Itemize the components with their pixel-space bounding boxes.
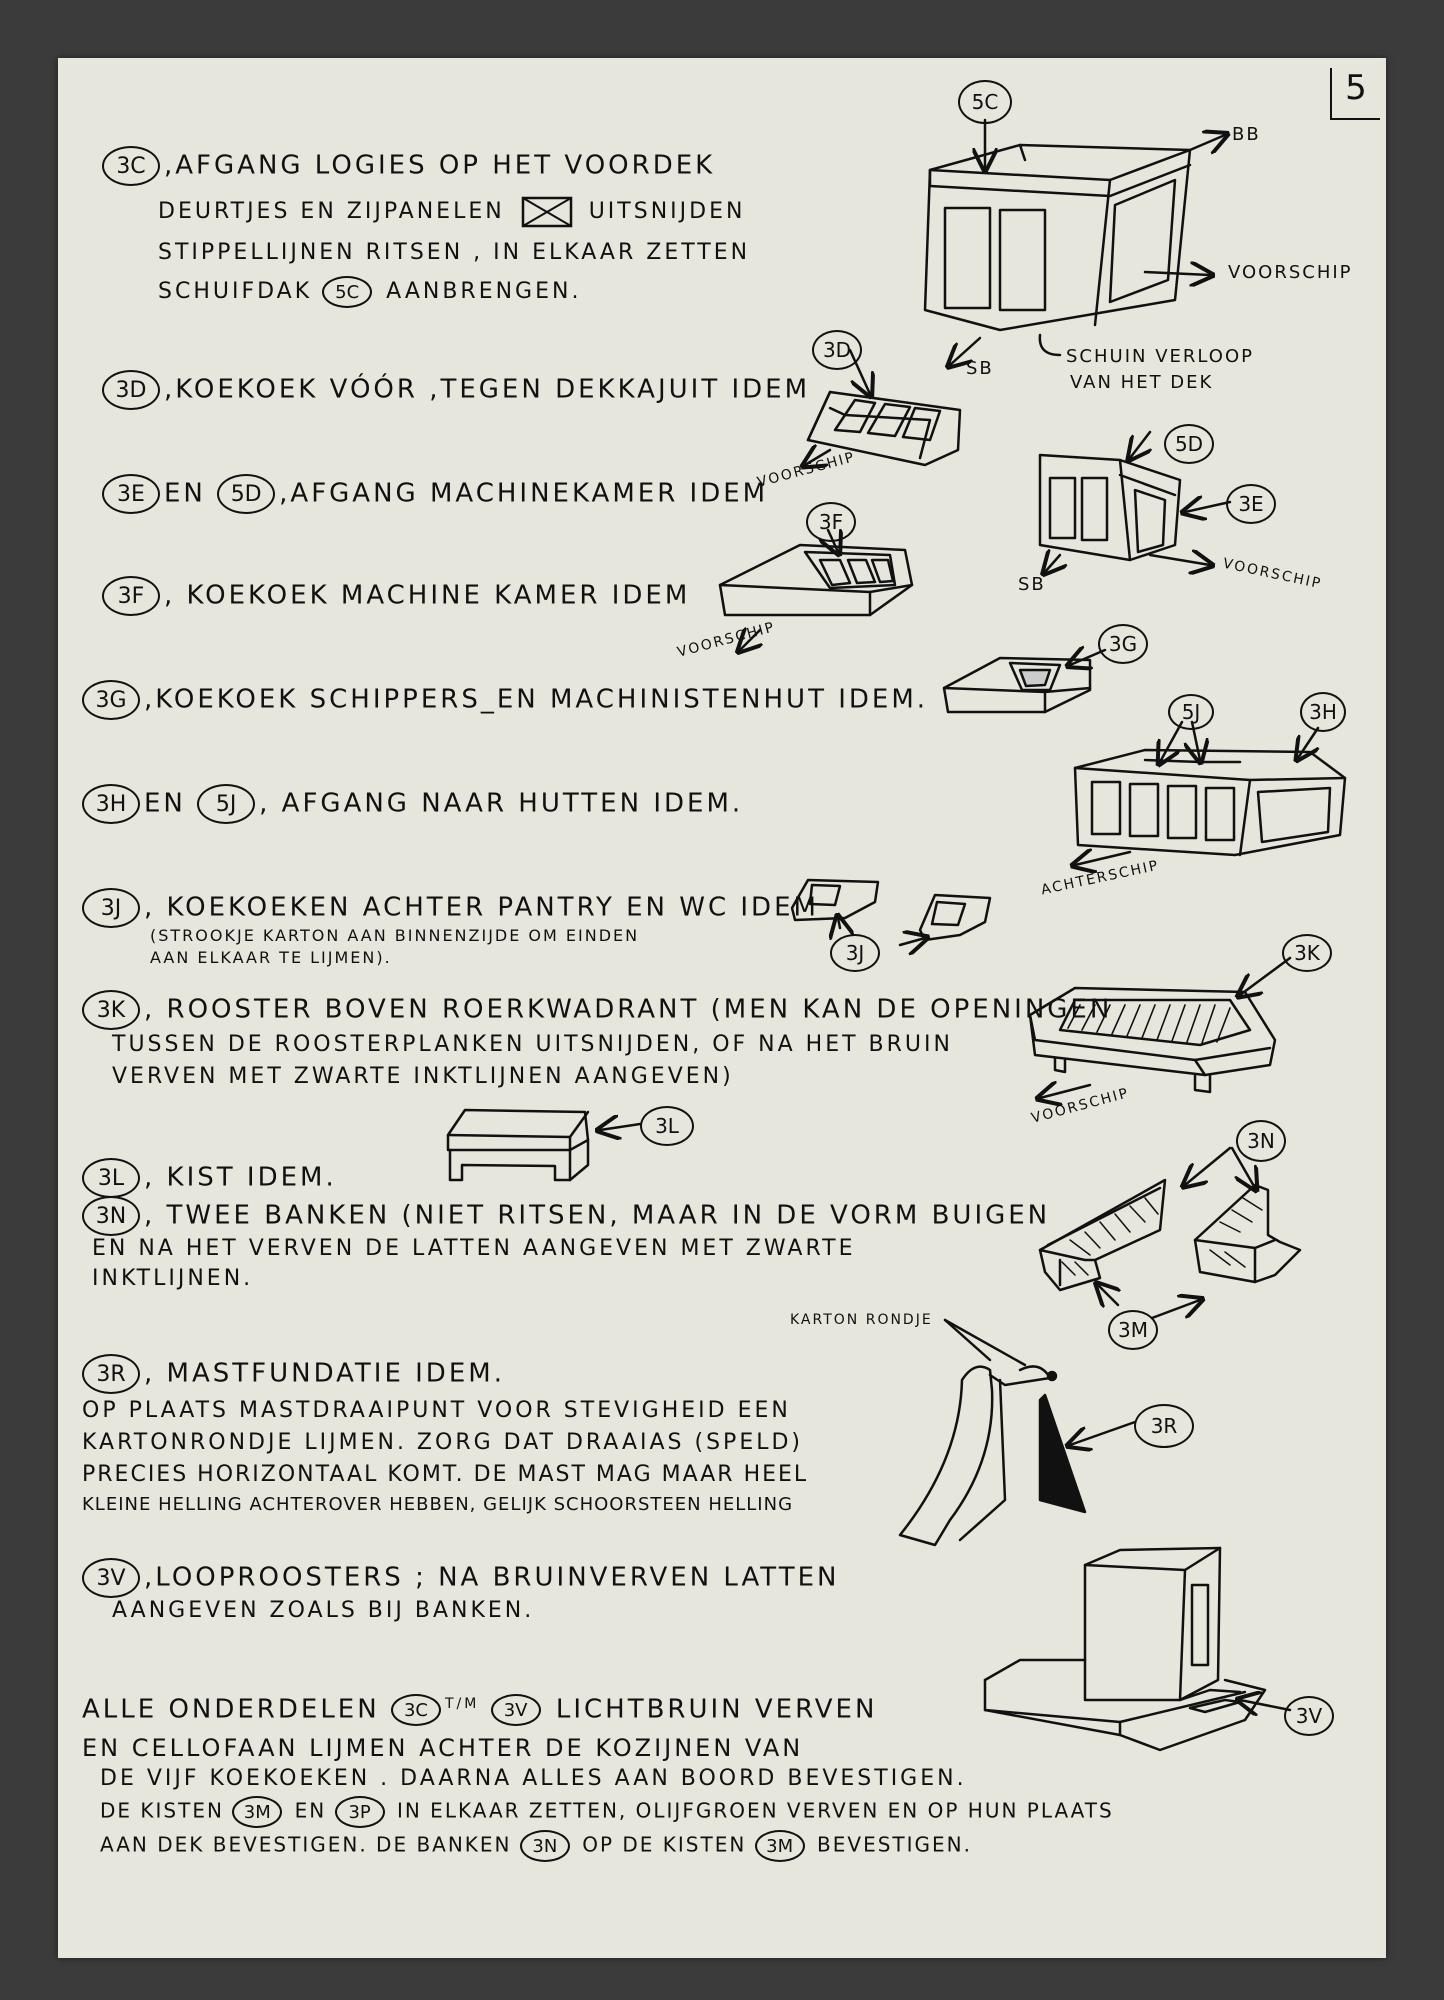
label-voorschip-4: VOORSCHIP [675, 619, 778, 661]
code-3m-final: 3M [232, 1796, 282, 1828]
sketch-5c-house [925, 120, 1225, 365]
sketch-3n-banken [1040, 1148, 1300, 1318]
instruction-3d: 3D ,KOEKOEK VÓÓR ,TEGEN DEKKAJUIT IDEM [102, 370, 810, 410]
code-5j: 5J [197, 784, 255, 824]
instruction-3n-line1: 3N , TWEE BANKEN (NIET RITSEN, MAAR IN DE VORM BUIGEN [82, 1196, 1050, 1236]
label-3f: 3F [806, 502, 856, 542]
code-3n: 3N [82, 1196, 140, 1236]
sketch-3j-skylights [792, 880, 990, 945]
final-line3: DE VIJF KOEKOEKEN . DAARNA ALLES AAN BOORD BEVESTIGEN. [100, 1766, 967, 1791]
instruction-3k-line3: VERVEN MET ZWARTE INKTLIJNEN AANGEVEN) [112, 1064, 734, 1089]
label-3d: 3D [812, 330, 862, 370]
final-line2: EN CELLOFAAN LIJMEN ACHTER DE KOZIJNEN VAN [82, 1734, 804, 1762]
sketch-3l-kist [448, 1110, 640, 1180]
label-voorschip-1: VOORSCHIP [1228, 262, 1353, 283]
label-3l: 3L [640, 1106, 694, 1146]
instruction-3j-note2: AAN ELKAAR TE LIJMEN). [150, 948, 392, 967]
label-3k: 3K [1282, 934, 1332, 972]
code-3f: 3F [102, 576, 160, 616]
code-3p-final: 3P [335, 1796, 385, 1828]
label-bb: BB [1232, 124, 1261, 145]
instruction-3c-line1: 3C ,AFGANG LOGIES OP HET VOORDEK [102, 146, 715, 186]
code-5d: 5D [217, 474, 275, 514]
instruction-3g: 3G ,KOEKOEK SCHIPPERS_EN MACHINISTENHUT IDEM. [82, 680, 928, 720]
instruction-3c-line2: DEURTJES EN ZIJPANELEN UITSNIJDEN [158, 196, 745, 228]
label-3m: 3M [1108, 1310, 1158, 1350]
label-schuin-1: SCHUIN VERLOOP [1066, 346, 1254, 367]
instruction-3n-line3: INKTLIJNEN. [92, 1266, 254, 1291]
label-5j: 5J [1168, 694, 1214, 730]
label-3r: 3R [1134, 1404, 1194, 1448]
code-3k: 3K [82, 990, 140, 1030]
label-voorschip-2: VOORSCHIP [755, 449, 858, 491]
code-3l: 3L [82, 1158, 140, 1198]
instruction-3f: 3F , KOEKOEK MACHINE KAMER IDEM [102, 576, 690, 616]
label-5d: 5D [1164, 424, 1214, 464]
instruction-3r-line1: 3R , MASTFUNDATIE IDEM. [82, 1354, 505, 1394]
code-3n-final: 3N [520, 1830, 570, 1862]
label-kartonrondje: KARTON RONDJE [790, 1312, 933, 1328]
label-sb-2: SB [1018, 574, 1046, 595]
label-achterschip: ACHTERSCHIP [1039, 857, 1161, 899]
label-3j: 3J [830, 934, 880, 972]
instruction-3k-line1: 3K , ROOSTER BOVEN ROERKWADRANT (MEN KAN DE OPENINGEN [82, 990, 1112, 1030]
code-3j: 3J [82, 888, 140, 928]
label-voorschip-5: VOORSCHIP [1029, 1085, 1132, 1127]
instruction-3l: 3L , KIST IDEM. [82, 1158, 337, 1198]
sketch-3k-rooster [1030, 958, 1290, 1098]
code-3c: 3C [102, 146, 160, 186]
code-3v-final: 3V [491, 1694, 541, 1726]
code-3e: 3E [102, 474, 160, 514]
instruction-3r-line2: OP PLAATS MASTDRAAIPUNT VOOR STEVIGHEID EEN [82, 1398, 791, 1423]
final-line1: ALLE ONDERDELEN 3C $^{T/M}$ 3V LICHTBRUIN VERVEN [82, 1694, 878, 1725]
sketch-3r-mastfundatie [900, 1320, 1135, 1545]
label-3v: 3V [1284, 1696, 1334, 1736]
instruction-3r-line5: KLEINE HELLING ACHTEROVER HEBBEN, GELIJK SCHOORSTEEN HELLING [82, 1494, 794, 1515]
sketch-3v-looproosters [985, 1548, 1290, 1750]
label-3e: 3E [1226, 484, 1276, 524]
instruction-3n-line2: EN NA HET VERVEN DE LATTEN AANGEVEN MET ZWARTE [92, 1236, 856, 1261]
code-3c-final: 3C [391, 1694, 441, 1726]
instruction-3r-line3: KARTONRONDJE LIJMEN. ZORG DAT DRAAIAS (SPELD) [82, 1430, 804, 1455]
instruction-3e: 3E EN 5D ,AFGANG MACHINEKAMER IDEM [102, 474, 768, 514]
final-line5: AAN DEK BEVESTIGEN. DE BANKEN 3N OP DE KISTEN 3M BEVESTIGEN. [100, 1830, 972, 1862]
instruction-3r-line4: PRECIES HORIZONTAAL KOMT. DE MAST MAG MAAR HEEL [82, 1462, 809, 1487]
instruction-3v-line1: 3V ,LOOPROOSTERS ; NA BRUINVERVEN LATTEN [82, 1558, 839, 1598]
page-number: 5 [1330, 68, 1380, 120]
sketch-3h-afgang [1075, 722, 1345, 865]
sketch-3g-skylight [944, 650, 1105, 712]
code-3r: 3R [82, 1354, 140, 1394]
code-3h: 3H [82, 784, 140, 824]
label-sb-1: SB [966, 358, 994, 379]
label-3n: 3N [1236, 1120, 1286, 1162]
label-schuin-2: VAN HET DEK [1070, 372, 1214, 393]
code-5c: 5C [322, 276, 372, 308]
code-3m-final-2: 3M [755, 1830, 805, 1862]
label-3h: 3H [1300, 692, 1346, 732]
label-3g: 3G [1098, 624, 1148, 664]
label-5c: 5C [958, 80, 1012, 124]
instruction-3c-line4: SCHUIFDAK 5C AANBRENGEN. [158, 276, 581, 308]
instruction-3c-line3: STIPPELLIJNEN RITSEN , IN ELKAAR ZETTEN [158, 240, 751, 265]
instruction-3j: 3J , KOEKOEKEN ACHTER PANTRY EN WC IDEM [82, 888, 819, 928]
instruction-3j-note1: (STROOKJE KARTON AAN BINNENZIJDE OM EINDEN [150, 926, 640, 945]
label-voorschip-3: VOORSCHIP [1221, 555, 1324, 593]
instruction-3h: 3H EN 5J , AFGANG NAAR HUTTEN IDEM. [82, 784, 743, 824]
instruction-3k-line2: TUSSEN DE ROOSTERPLANKEN UITSNIJDEN, OF NA HET BRUIN [112, 1032, 953, 1057]
code-3v: 3V [82, 1558, 140, 1598]
instruction-3v-line2: AANGEVEN ZOALS BIJ BANKEN. [112, 1598, 535, 1623]
code-3g: 3G [82, 680, 140, 720]
final-line4: DE KISTEN 3M EN 3P IN ELKAAR ZETTEN, OLIJFGROEN VERVEN EN OP HUN PLAATS [100, 1796, 1114, 1828]
code-3d: 3D [102, 370, 160, 410]
